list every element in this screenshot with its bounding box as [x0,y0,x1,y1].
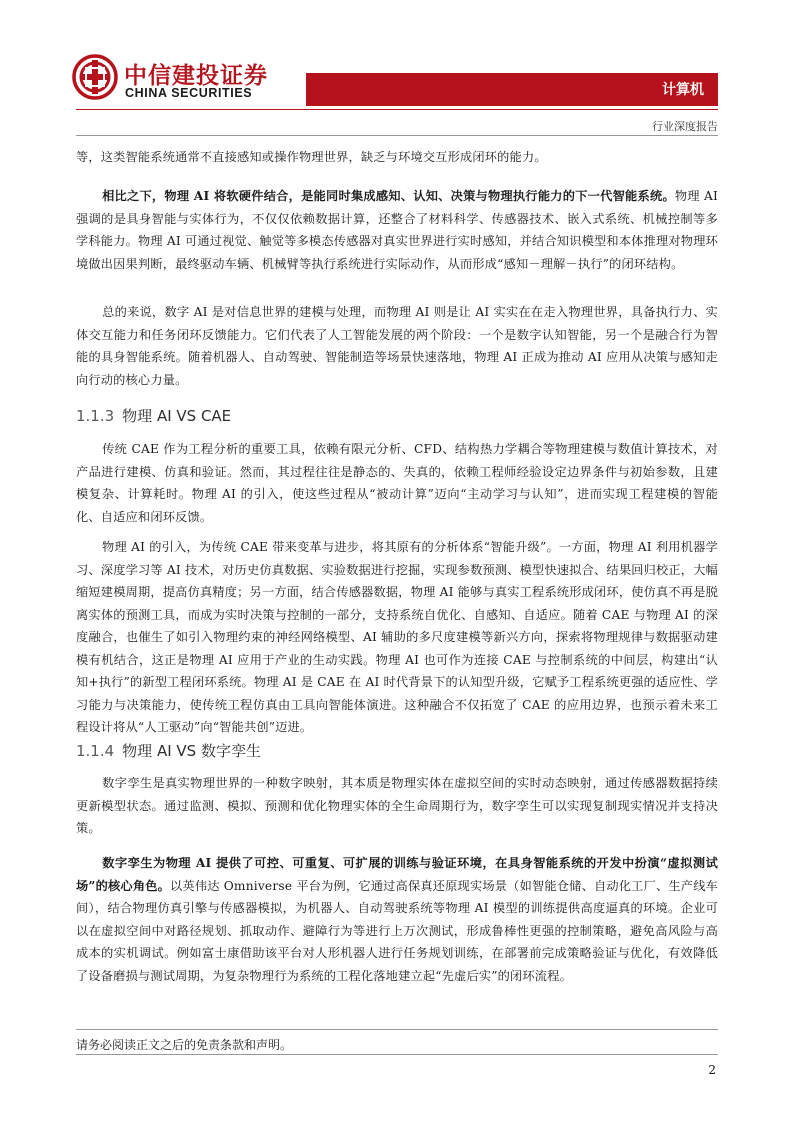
paragraph-text: 等，这类智能系统通常不直接感知或操作物理世界，缺乏与环境交互形成闭环的能力。 [76,150,547,164]
logo-chinese-name: 中信建投证券 [124,63,268,89]
section-number: 1.1.4 [76,742,115,760]
china-securities-logo-icon [72,54,118,100]
header-divider [76,109,718,110]
paragraph-text: 以英伟达 Omniverse 平台为例，它通过高保真还原现实场景（如智能仓储、自动化工厂、生产线车间），结合物理仿真引擎与传感器模拟，为机器人、自动驾驶系统等物理 AI 模型的训练提供高度逼真的环境。企业可以在虚拟空间中对路径规划、抓取动作、避障行为等进行上万次测试，形成鲁棒性更强的控制策略，避免高风险与高成本的实机调试。例如富士康借助该平台对人形机器人进行任务规划训练，在部署前完成策略验证与优化，有效降低了设备磨损与测试周期，为复杂物理行为系统的工程化落地建立起“先虚后实”的闭环流程。 [76,878,718,983]
paragraph [76,852,718,987]
section-number: 1.1.3 [76,407,115,425]
section-title: 物理 AI VS CAE [122,407,232,425]
paragraph [76,185,718,275]
disclaimer-text: 请务必阅读正文之后的免责条款和声明。 [76,1038,293,1052]
section-title: 物理 AI VS 数字孪生 [122,742,261,760]
paragraph-text: 数字孪生是真实物理世界的一种数字映射，其本质是物理实体在虚拟空间的实时动态映射，通过传感器数据持续更新模型状态。通过监测、模拟、预测和优化物理实体的全生命周期行为，数字孪生可以实现复制现实情况并支持决策。 [76,776,718,835]
logo-english-name: CHINA SECURITIES [125,86,253,100]
paragraph [76,536,718,739]
paragraph [76,772,718,840]
footer-divider [76,1029,718,1030]
header-divider-secondary [76,135,718,136]
report-type: 行业深度报告 [652,120,718,133]
footer-divider-secondary [76,1054,718,1055]
page-number: 2 [708,1063,716,1077]
paragraph-text: 物理 AI 的引入，为传统 CAE 带来变革与进步，将其原有的分析体系“智能升级”。一方面，物理 AI 利用机器学习、深度学习等 AI 技术，对历史仿真数据、实验数据进行挖掘，实现参数预测、模型快速拟合、结果回归校正，大幅缩短建模周期，提高仿真精度；另一方面，结合传感器数据，物理 AI 能够与真实工程系统形成闭环，使仿真不再是脱离实体的预测工具，而成为实时决策与控制的一部分，支持系统自优化、自感知、自适应。随着 CAE 与物理 AI 的深度融合，也催生了如引入物理约束的神经网络模型、AI 辅助的多尺度建模等新兴方向，探索将物理规律与数据驱动建模有机结合，这正是物理 AI 应用于产业的生动实践。物理 AI 也可作为连接 CAE 与控制系统的中间层，构建出“认知+执行”的新型工程闭环系统。物理 AI 是 CAE 在 AI 时代背景下的认知型升级，它赋予工程系统更强的适应性、学习能力与决策能力，使传统工程仿真由工具向智能体演进。这种融合不仅拓宽了 CAE 的应用边界，也预示着未来工程设计将从“人工驱动”向“智能共创”迈进。 [76,540,718,734]
paragraph-bold-lead: 数字孪生为物理 AI 提供了可控、可重复、可扩展的训练与验证环境，在具身智能系统的开发中扮演“虚拟测试场”的核心角色。 [76,856,718,893]
paragraph-bold-lead: 相比之下，物理 AI 将软硬件结合，是能同时集成感知、认知、决策与物理执行能力的下一代智能系统。 [102,189,675,203]
paragraph-text: 物理 AI 强调的是具身智能与实体行为，不仅仅依赖数据计算，还整合了材料科学、传感器技术、嵌入式系统、机械控制等多学科能力。物理 AI 可通过视觉、触觉等多模态传感器对真实世界进行实时感知，并结合知识模型和本体推理对物理环境做出因果判断，最终驱动车辆、机械臂等执行系统进行实际动作，从而形成“感知－理解－执行”的闭环结构。 [76,189,718,271]
header-section-bar [306,73,718,106]
paragraph-text: 总的来说，数字 AI 是对信息世界的建模与处理，而物理 AI 则是让 AI 实实在在走入物理世界，具备执行力、实体交互能力和任务闭环反馈能力。它们代表了人工智能发展的两个阶段：一个是数字认知智能，另一个是融合行为智能的具身智能系统。随着机器人、自动驾驶、智能制造等场景快速落地，物理 AI 正成为推动 AI 应用从决策与感知走向行动的核心力量。 [76,305,718,387]
paragraph-text: 传统 CAE 作为工程分析的重要工具，依赖有限元分析、CFD、结构热力学耦合等物理建模与数值计算技术，对产品进行建模、仿真和验证。然而，其过程往往是静态的、失真的，依赖工程师经验设定边界条件与初始参数，且建模复杂、计算耗时。物理 AI 的引入，使这些过程从“被动计算”迈向“主动学习与认知”，进而实现工程建模的智能化、自适应和闭环反馈。 [76,442,718,524]
section-heading [76,740,261,761]
company-logo [72,52,268,108]
paragraph-continuation [76,146,718,169]
section-heading [76,405,231,426]
section-tag: 计算机 [662,82,704,98]
paragraph [76,301,718,391]
paragraph [76,438,718,528]
